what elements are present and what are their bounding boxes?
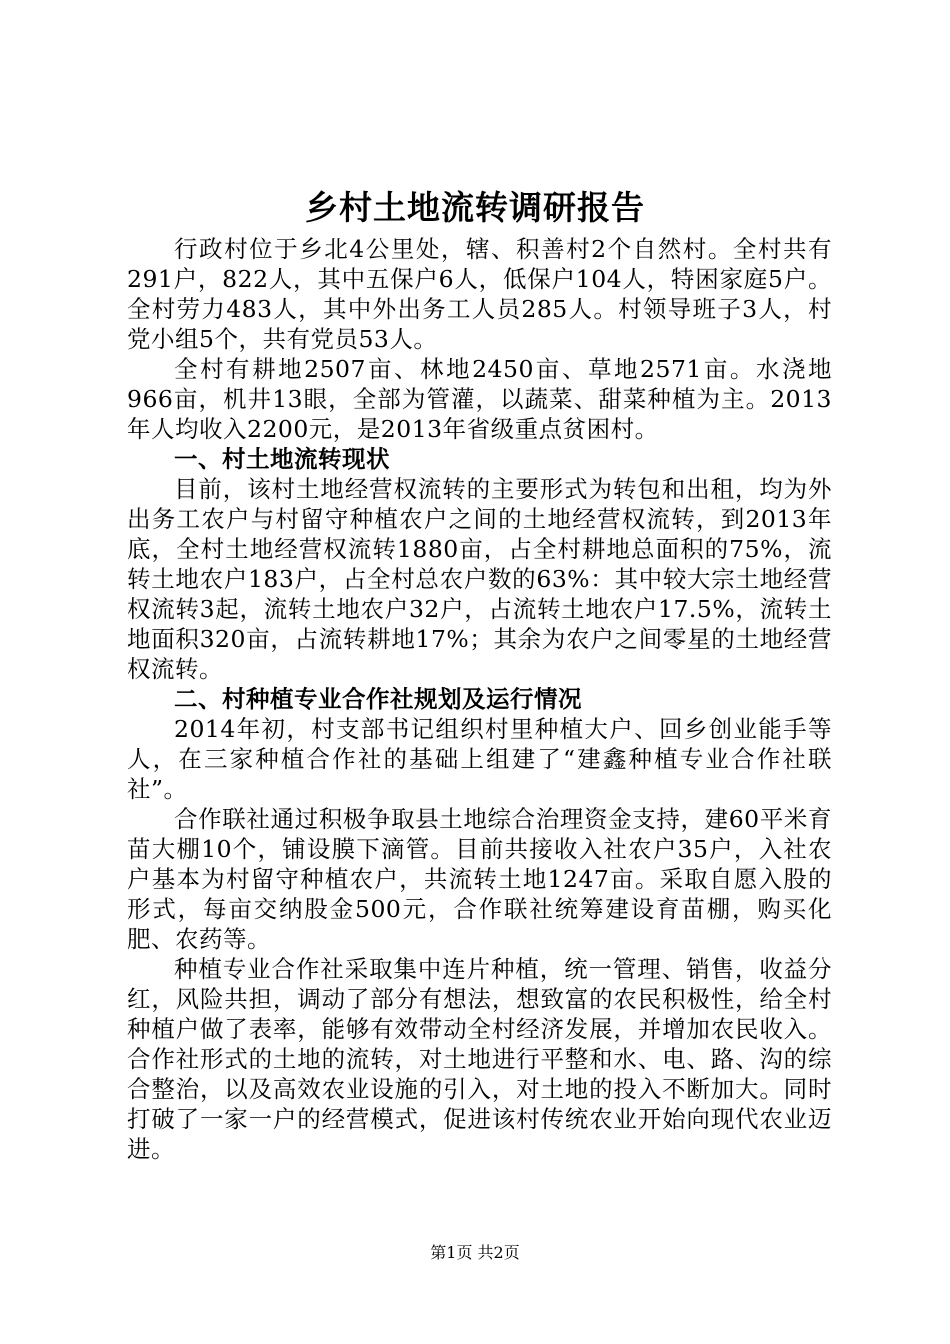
paragraph: 目前，该村土地经营权流转的主要形式为转包和出租，均为外出务工农户与村留守种植农户之间的土地经营权流转，到2013年底，全村土地经营权流转1880亩，占全村耕地总面积的75%，流转土地农户183户，占全村总农户数的63%：其中较大宗土地经营权流转3起，流转土地农户32户，占流转土地农户17.5%，流转土地面积320亩，占流转耕地17%；其余为农户之间零星的土地经营权流转。 bbox=[127, 475, 832, 683]
paragraph: 行政村位于乡北4公里处，辖、积善村2个自然村。全村共有291户，822人，其中五保户6人，低保户104人，特困家庭5户。全村劳力483人，其中外出务工人员285人。村领导班子3人，村党小组5个，共有党员53人。 bbox=[127, 235, 832, 353]
paragraph: 2014年初，村支部书记组织村里种植大户、回乡创业能手等人，在三家种植合作社的基础上组建了“建鑫种植专业合作社联社”。 bbox=[127, 715, 832, 803]
page-footer: 第1页 共2页 bbox=[430, 1243, 520, 1262]
paragraph: 全村有耕地2507亩、林地2450亩、草地2571亩。水浇地966亩，机井13眼，全部为管灌，以蔬菜、甜菜种植为主。2013年人均收入2200元，是2013年省级重点贫困村。 bbox=[127, 355, 832, 443]
section-heading: 二、村种植专业合作社规划及运行情况 bbox=[174, 685, 582, 713]
paragraph: 种植专业合作社采取集中连片种植，统一管理、销售，收益分红，风险共担，调动了部分有想法，想致富的农民积极性，给全村种植户做了表率，能够有效带动全村经济发展，并增加农民收入。合作社形式的土地的流转，对土地进行平整和水、电、路、沟的综合整治，以及高效农业设施的引入，对土地的投入不断加大。同时打破了一家一户的经营模式，促进该村传统农业开始向现代农业迈进。 bbox=[127, 955, 832, 1163]
document-title: 乡村土地流转调研报告 bbox=[305, 188, 645, 227]
paragraph: 合作联社通过积极争取县土地综合治理资金支持，建60平米育苗大棚10个，铺设膜下滴管。目前共接收入社农户35户，入社农户基本为村留守种植农户，共流转土地1247亩。采取自愿入股的形式，每亩交纳股金500元，合作联社统筹建设育苗棚，购买化肥、农药等。 bbox=[127, 805, 832, 953]
section-heading: 一、村土地流转现状 bbox=[174, 445, 390, 473]
document-body bbox=[127, 234, 832, 1164]
